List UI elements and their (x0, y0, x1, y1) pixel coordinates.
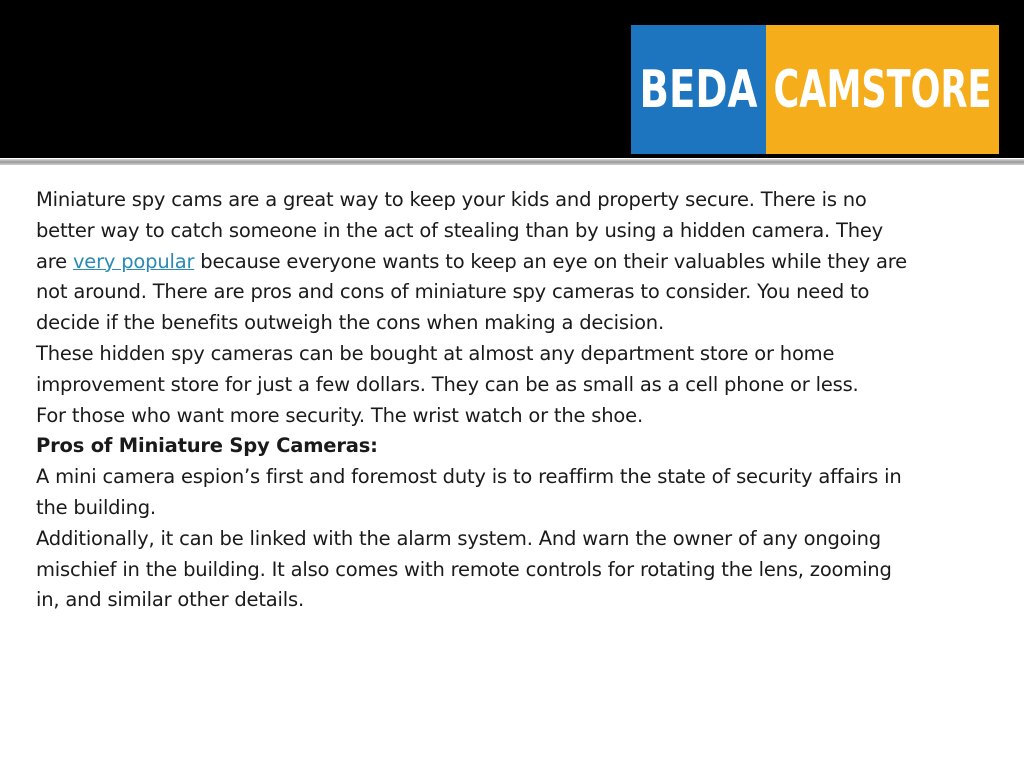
intro-text-before: Miniature spy cams are a great way to keep your kids and property secure. There is no better way to catch someone in the act of stealing than by using a hidden camera. They are (36, 188, 884, 273)
slide-body (36, 185, 916, 616)
intro-text-after: because everyone wants to keep an eye on their valuables while they are not around. There are pros and cons of miniature spy cameras to consider. You need to decide if the benefits outweigh the cons when making a decision. (36, 249, 907, 335)
beda-camstore-logo (631, 25, 999, 154)
logo-right-text: CAMSTORE (773, 60, 992, 120)
paragraph-security: For those who want more security. The wrist watch or the shoe. (36, 403, 643, 427)
paragraph-alarm: Additionally, it can be linked with the alarm system. And warn the owner of any ongoing mischief in the building. It also comes with remote controls for rotating the lens, zooming in, and similar other details. (36, 526, 892, 612)
paragraph-intro (36, 185, 916, 339)
logo-left-svg (631, 25, 766, 154)
paragraph-availability: These hidden spy cameras can be bought at almost any department store or home improvement store for just a few dollars. They can be as small as a cell phone or less. (36, 341, 859, 396)
header-divider (0, 159, 1024, 165)
logo-right-panel (766, 25, 999, 154)
logo-left-panel (631, 25, 766, 154)
logo-right-svg (766, 25, 999, 154)
very-popular-link[interactable]: very popular (72, 249, 195, 273)
logo-left-text: BEDA (639, 60, 758, 120)
pros-heading: Pros of Miniature Spy Cameras: (36, 434, 378, 458)
paragraph-duty: A mini camera espion’s first and foremost duty is to reaffirm the state of security affairs in the building. (36, 465, 902, 519)
